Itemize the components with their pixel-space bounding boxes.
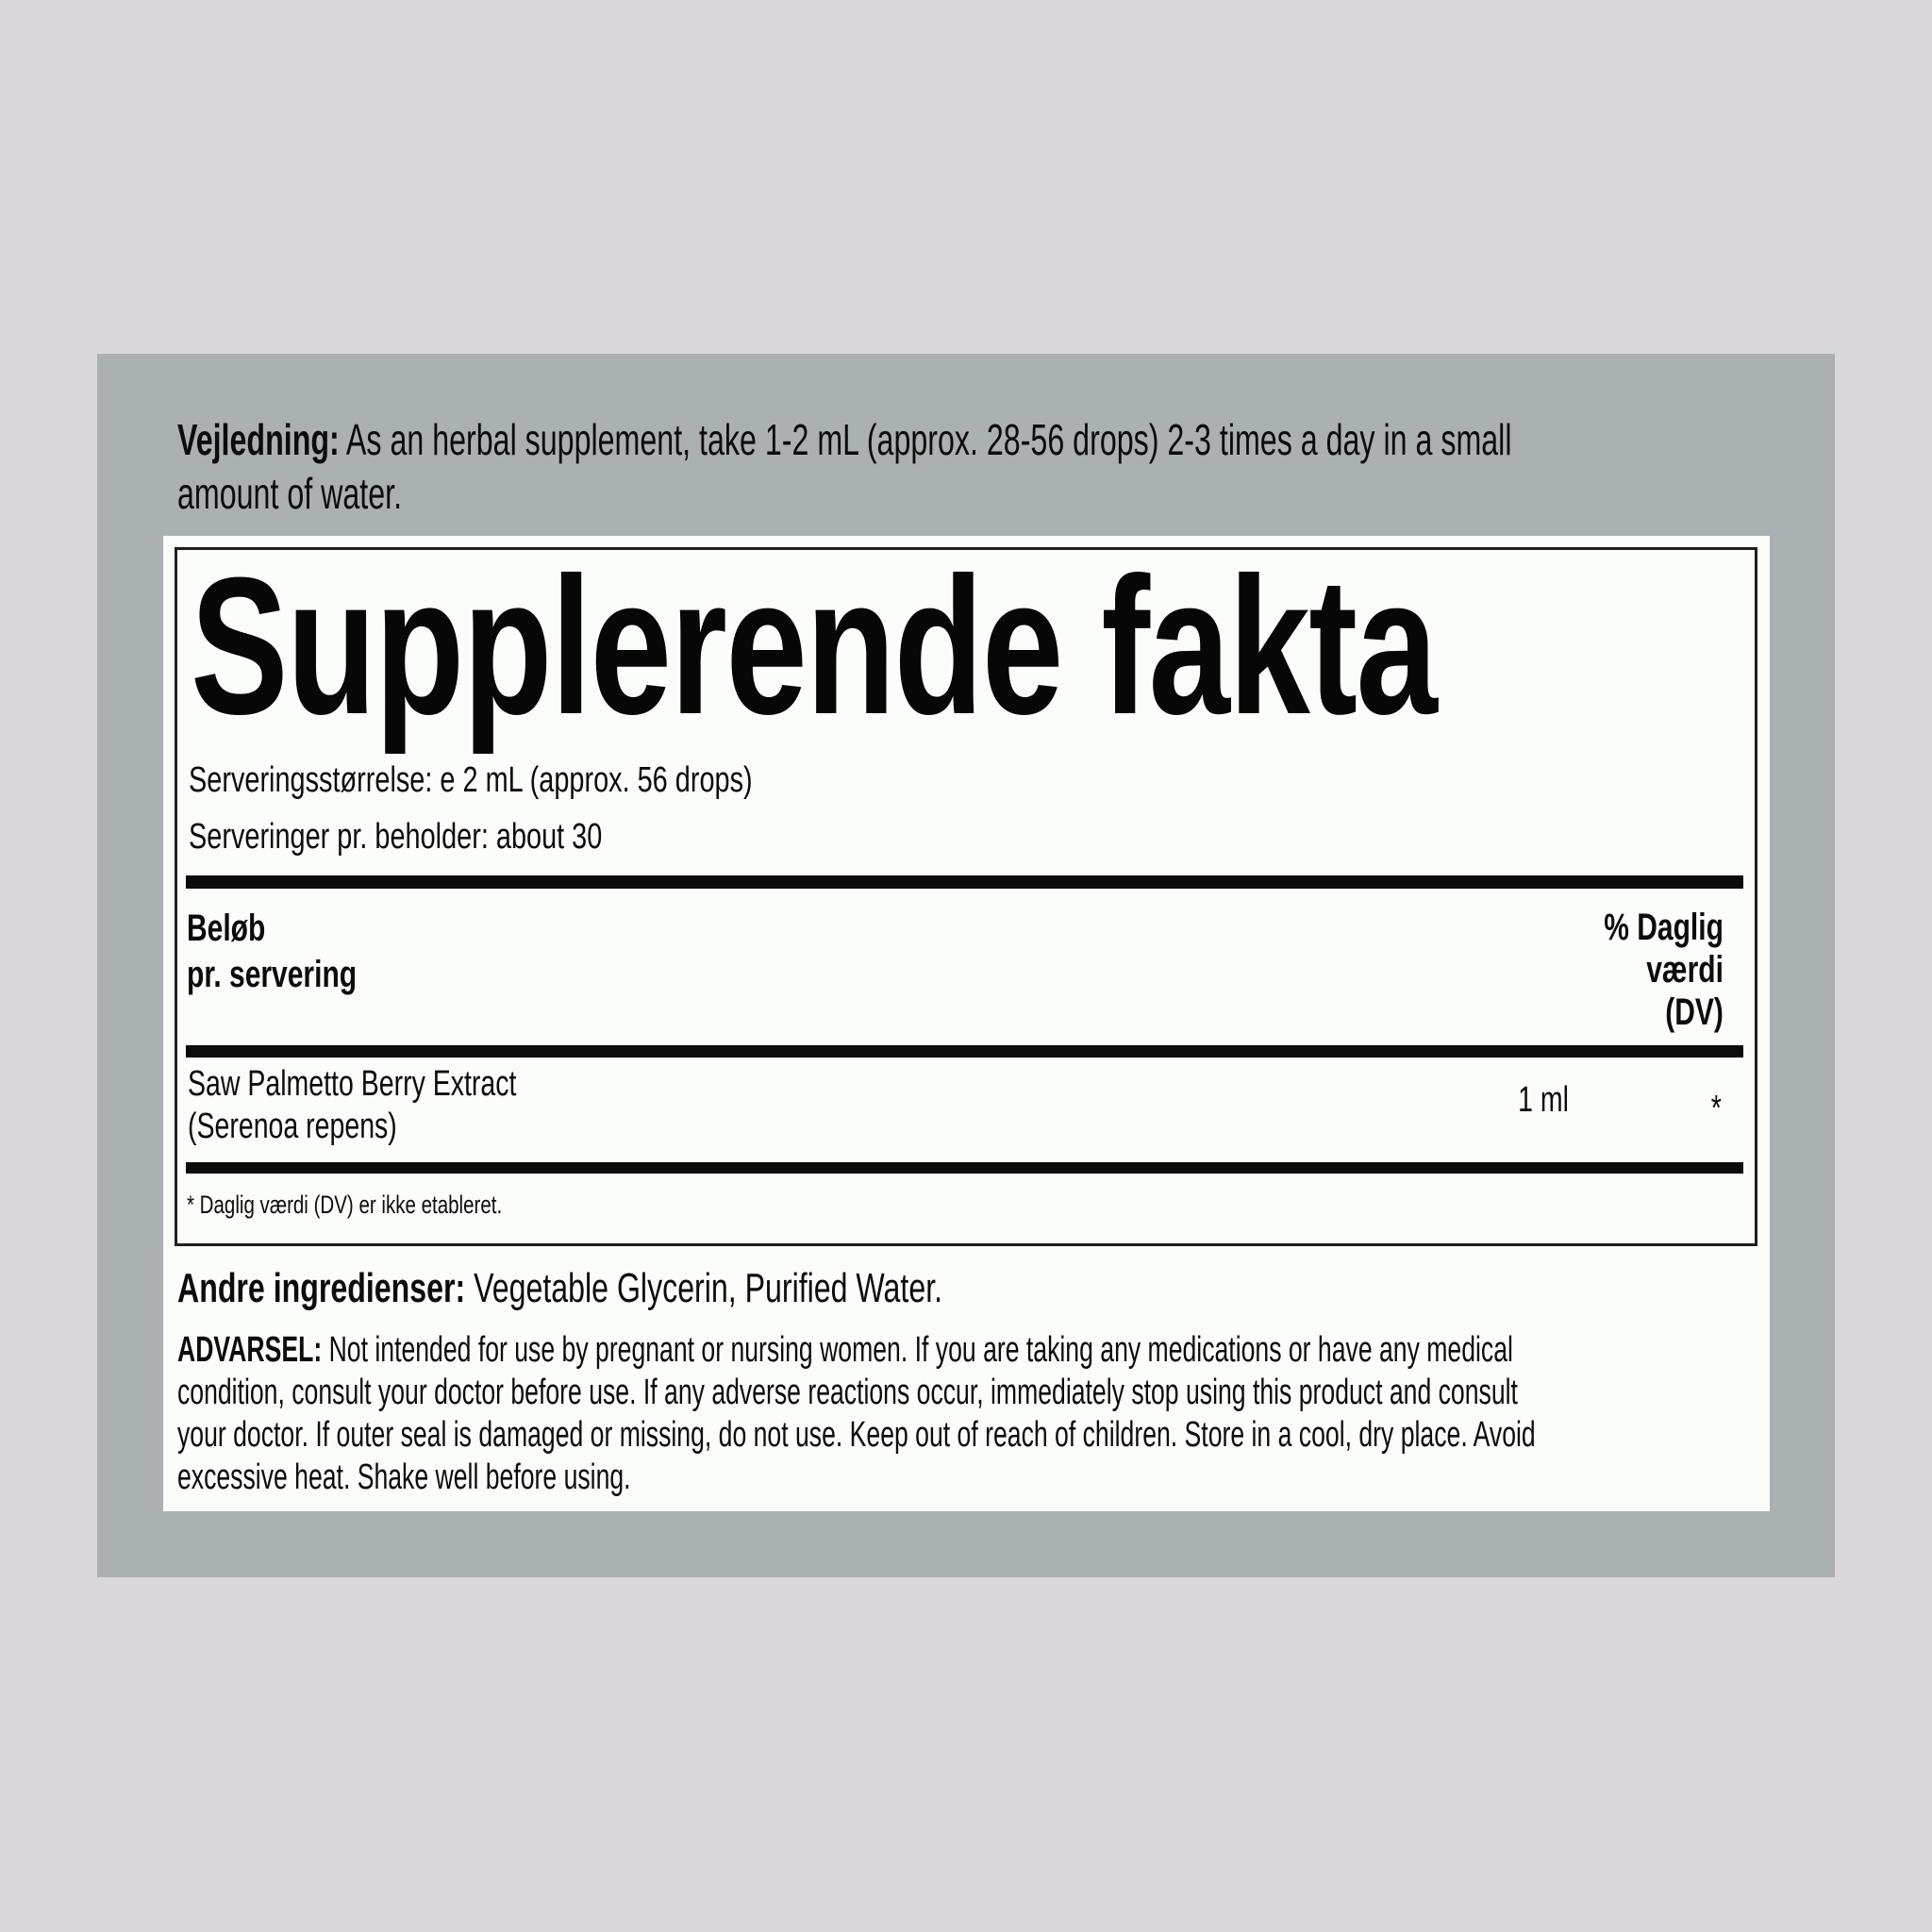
- other-ingredients-label: Andre ingredienser:: [177, 1265, 466, 1311]
- directions-line-1-rest: As an herbal supplement, take 1-2 mL (approx. 28-56 drops) 2-3 times a day in a small: [339, 415, 1512, 464]
- warning-label: ADVARSEL:: [177, 1330, 323, 1370]
- thick-divider-bottom: [186, 1162, 1743, 1174]
- ingredient-daily-value: *: [1710, 1089, 1722, 1128]
- label-gray-panel: [97, 354, 1835, 1577]
- serving-size-line: Serveringsstørrelse: e 2 mL (approx. 56 drops): [189, 760, 753, 800]
- ingredient-amount: 1 ml: [1518, 1080, 1569, 1120]
- ingredient-name-line-1: Saw Palmetto Berry Extract: [188, 1064, 517, 1104]
- warning-line-1-rest: Not intended for use by pregnant or nursing women. If you are taking any medications or have any medical: [322, 1330, 1513, 1370]
- daily-value-header-line-3: (DV): [1665, 991, 1724, 1033]
- thick-divider-top: [186, 875, 1743, 889]
- ingredient-name: [188, 1063, 516, 1148]
- daily-value-header: [1604, 907, 1724, 1034]
- directions-line-1: [177, 413, 1511, 467]
- daily-value-header-line-2: værdi: [1646, 949, 1724, 991]
- daily-value-header-line-1: % Daglig: [1604, 907, 1724, 948]
- warning-line-2: condition, consult your doctor before use. If any adverse reactions occur, immediately stop using this product and consult: [177, 1373, 1518, 1412]
- warning-line-3: your doctor. If outer seal is damaged or missing, do not use. Keep out of reach of children. Store in a cool, dry place. Avoid: [177, 1415, 1536, 1455]
- directions-text: [177, 413, 1511, 521]
- directions-label: Vejledning:: [177, 415, 340, 464]
- amount-per-serving-header: [187, 906, 357, 998]
- supplement-facts-box: [175, 537, 1757, 1246]
- ingredient-name-line-2: (Serenoa repens): [188, 1107, 397, 1146]
- other-ingredients-text: [177, 1263, 942, 1313]
- supplement-facts-title: Supplerende fakta: [191, 537, 1437, 755]
- other-ingredients-value: Vegetable Glycerin, Purified Water.: [465, 1265, 943, 1311]
- warning-text: [177, 1329, 1536, 1499]
- amount-header-line-2: pr. servering: [187, 954, 358, 995]
- warning-line-4: excessive heat. Shake well before using.: [177, 1457, 631, 1497]
- directions-line-2: amount of water.: [177, 469, 403, 518]
- supplement-label-white-area: [163, 536, 1770, 1511]
- daily-value-footnote: * Daglig værdi (DV) er ikke etableret.: [187, 1191, 503, 1219]
- servings-per-container-line: Serveringer pr. beholder: about 30: [189, 817, 603, 857]
- thick-divider-middle: [186, 1045, 1743, 1058]
- warning-line-1: [177, 1329, 1536, 1372]
- amount-header-line-1: Beløb: [187, 908, 266, 949]
